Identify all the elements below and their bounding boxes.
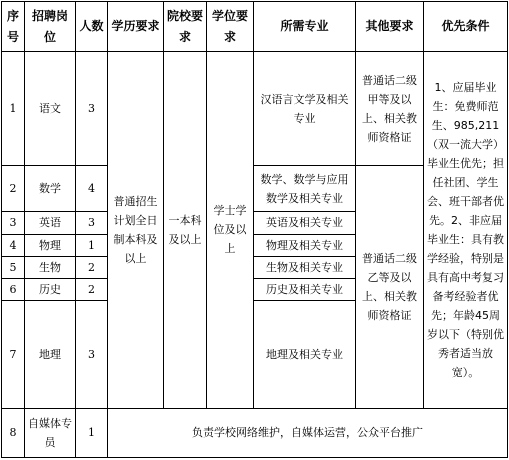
header-education: 学历要求 — [108, 2, 164, 52]
degree-cell: 学士学位及以上 — [207, 52, 254, 409]
major-cell: 数学、数学与应用数学及相关专业 — [254, 166, 356, 212]
school-cell: 一本科及以上 — [164, 52, 207, 409]
seq-cell: 3 — [2, 212, 25, 234]
education-cell: 普通招生计划全日制本科及以上 — [108, 52, 164, 409]
position-cell: 历史 — [25, 278, 76, 300]
major-cell: 生物及相关专业 — [254, 256, 356, 278]
media-duty-cell: 负责学校网络维护，自媒体运营，公众平台推广 — [108, 408, 508, 457]
major-cell: 地理及相关专业 — [254, 300, 356, 408]
seq-cell: 5 — [2, 256, 25, 278]
header-position: 招聘岗位 — [25, 2, 76, 52]
count-cell: 4 — [76, 166, 108, 212]
seq-cell: 1 — [2, 52, 25, 166]
count-cell: 1 — [76, 234, 108, 256]
major-cell: 英语及相关专业 — [254, 212, 356, 234]
position-cell: 语文 — [25, 52, 76, 166]
count-cell: 2 — [76, 256, 108, 278]
position-cell: 自媒体专员 — [25, 408, 76, 457]
header-count: 人数 — [76, 2, 108, 52]
recruitment-table — [1, 1, 508, 458]
position-cell: 生物 — [25, 256, 76, 278]
header-other: 其他要求 — [356, 2, 424, 52]
header-priority: 优先条件 — [424, 2, 508, 52]
major-cell: 历史及相关专业 — [254, 278, 356, 300]
count-cell: 3 — [76, 52, 108, 166]
position-cell: 物理 — [25, 234, 76, 256]
major-cell: 汉语言文学及相关专业 — [254, 52, 356, 166]
major-cell: 物理及相关专业 — [254, 234, 356, 256]
position-cell: 地理 — [25, 300, 76, 408]
other-requirement-b: 普通话二级乙等及以上、相关教师资格证 — [356, 166, 424, 409]
seq-cell: 4 — [2, 234, 25, 256]
count-cell: 2 — [76, 278, 108, 300]
table-row — [2, 52, 508, 166]
header-row — [2, 2, 508, 52]
count-cell: 1 — [76, 408, 108, 457]
seq-cell: 6 — [2, 278, 25, 300]
position-cell: 数学 — [25, 166, 76, 212]
other-requirement-a: 普通话二级甲等及以上、相关教师资格证 — [356, 52, 424, 166]
header-school: 院校要求 — [164, 2, 207, 52]
seq-cell: 2 — [2, 166, 25, 212]
priority-conditions: 1、应届毕业生：免费师范生、985,211（双一流大学）毕业生优先；担任社团、学生会、班干部者优先。2、非应届毕业生：具有教学经验，特别是具有高中考复习备考经验者优先；年龄45周岁以下（特别优秀者适当放宽）。 — [424, 52, 508, 409]
header-degree: 学位要求 — [207, 2, 254, 52]
table-row — [2, 408, 508, 457]
seq-cell: 7 — [2, 300, 25, 408]
seq-cell: 8 — [2, 408, 25, 457]
header-seq: 序号 — [2, 2, 25, 52]
header-major: 所需专业 — [254, 2, 356, 52]
count-cell: 3 — [76, 300, 108, 408]
position-cell: 英语 — [25, 212, 76, 234]
count-cell: 3 — [76, 212, 108, 234]
